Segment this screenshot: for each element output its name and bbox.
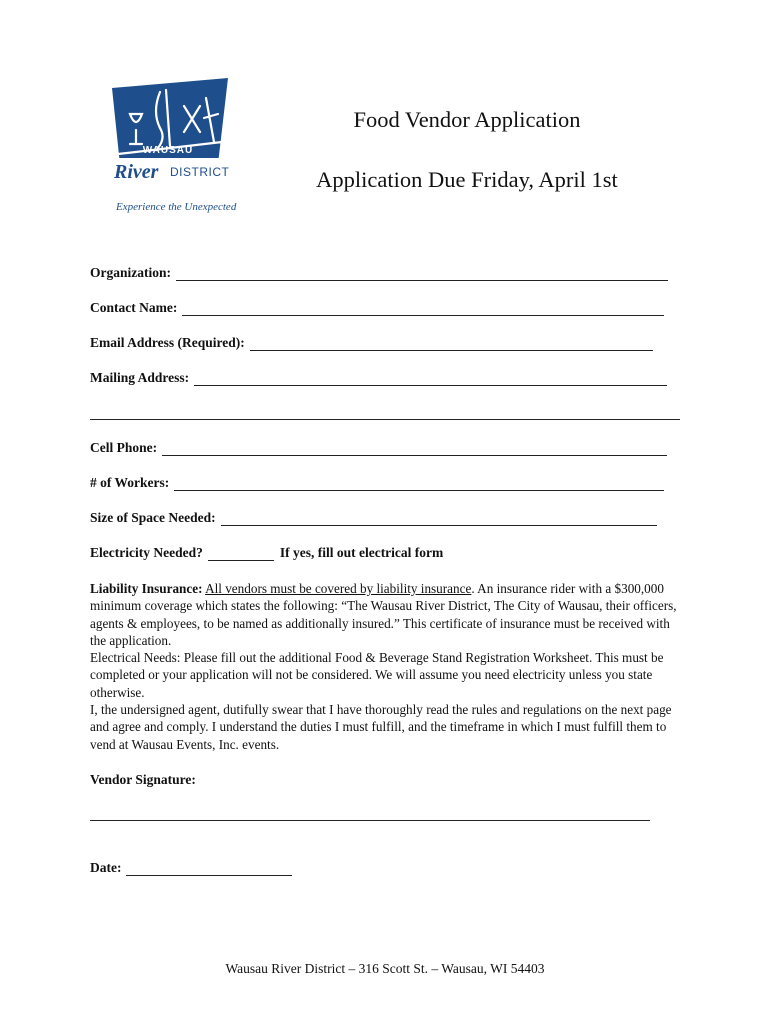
contact-name-row (90, 300, 664, 316)
date-field[interactable] (126, 861, 292, 876)
email-row (90, 335, 653, 351)
workers-row (90, 475, 664, 491)
liability-label: Liability Insurance: (90, 581, 203, 596)
email-field[interactable] (250, 336, 653, 351)
cell-phone-label: Cell Phone: (90, 440, 158, 455)
wausau-river-district-logo (100, 72, 240, 218)
organization-label: Organization: (90, 265, 171, 280)
cell-phone-field[interactable] (162, 441, 667, 456)
contact-name-label: Contact Name: (90, 300, 178, 315)
page-subtitle: Application Due Friday, April 1st (316, 167, 618, 192)
logo-tagline: Experience the Unexpected (116, 201, 237, 213)
terms-block (90, 580, 680, 753)
mailing-address-label: Mailing Address: (90, 370, 190, 385)
liability-paragraph (90, 580, 680, 649)
electricity-field[interactable] (208, 546, 274, 561)
date-row (90, 860, 292, 876)
electricity-label: Electricity Needed? (90, 545, 203, 560)
email-label: Email Address (Required): (90, 335, 245, 350)
signature-field[interactable] (90, 806, 650, 821)
logo-river-text: River (114, 161, 159, 183)
signature-label: Vendor Signature: (90, 772, 196, 787)
space-label: Size of Space Needed: (90, 510, 216, 525)
organization-field[interactable] (176, 266, 668, 281)
liability-text: . An insurance rider with a $300,000 minimum coverage which states the following: “The Wausau River District, The City of Wausau, their officers, agents & employees, to be named as additionally insured.” This certificate of insurance must be received with the application. (90, 581, 677, 648)
mailing-address-row (90, 370, 667, 386)
contact-name-field[interactable] (182, 301, 664, 316)
electrical-paragraph: Electrical Needs: Please fill out the additional Food & Beverage Stand Registration Worksheet. This must be completed or your application will not be considered. We will assume you need electricity unless you state otherwise. (90, 650, 664, 700)
logo-district-text: DISTRICT (170, 165, 230, 179)
workers-label: # of Workers: (90, 475, 170, 490)
logo-wausau-text: WAUSAU (142, 145, 194, 156)
cell-phone-row (90, 440, 667, 456)
mailing-address-field[interactable] (194, 371, 667, 386)
agreement-paragraph: I, the undersigned agent, dutifully swear that I have thoroughly read the rules and regulations on the next page and agree and comply. I understand the duties I must fulfill, and the timeframe in which I must fulfill them to vend at Wausau Events, Inc. events. (90, 702, 672, 752)
mailing-address-second-line[interactable] (90, 405, 680, 420)
electricity-note: If yes, fill out electrical form (279, 545, 444, 560)
space-field[interactable] (221, 511, 657, 526)
footer-address: Wausau River District – 316 Scott St. – Wausau, WI 54403 (225, 961, 545, 976)
signature-row (90, 772, 196, 788)
date-label: Date: (90, 860, 122, 875)
page-title: Food Vendor Application (353, 107, 581, 132)
liability-underlined: All vendors must be covered by liability insurance (205, 581, 472, 596)
workers-field[interactable] (174, 476, 664, 491)
space-row (90, 510, 657, 526)
electricity-row (90, 545, 443, 561)
organization-row (90, 265, 668, 281)
